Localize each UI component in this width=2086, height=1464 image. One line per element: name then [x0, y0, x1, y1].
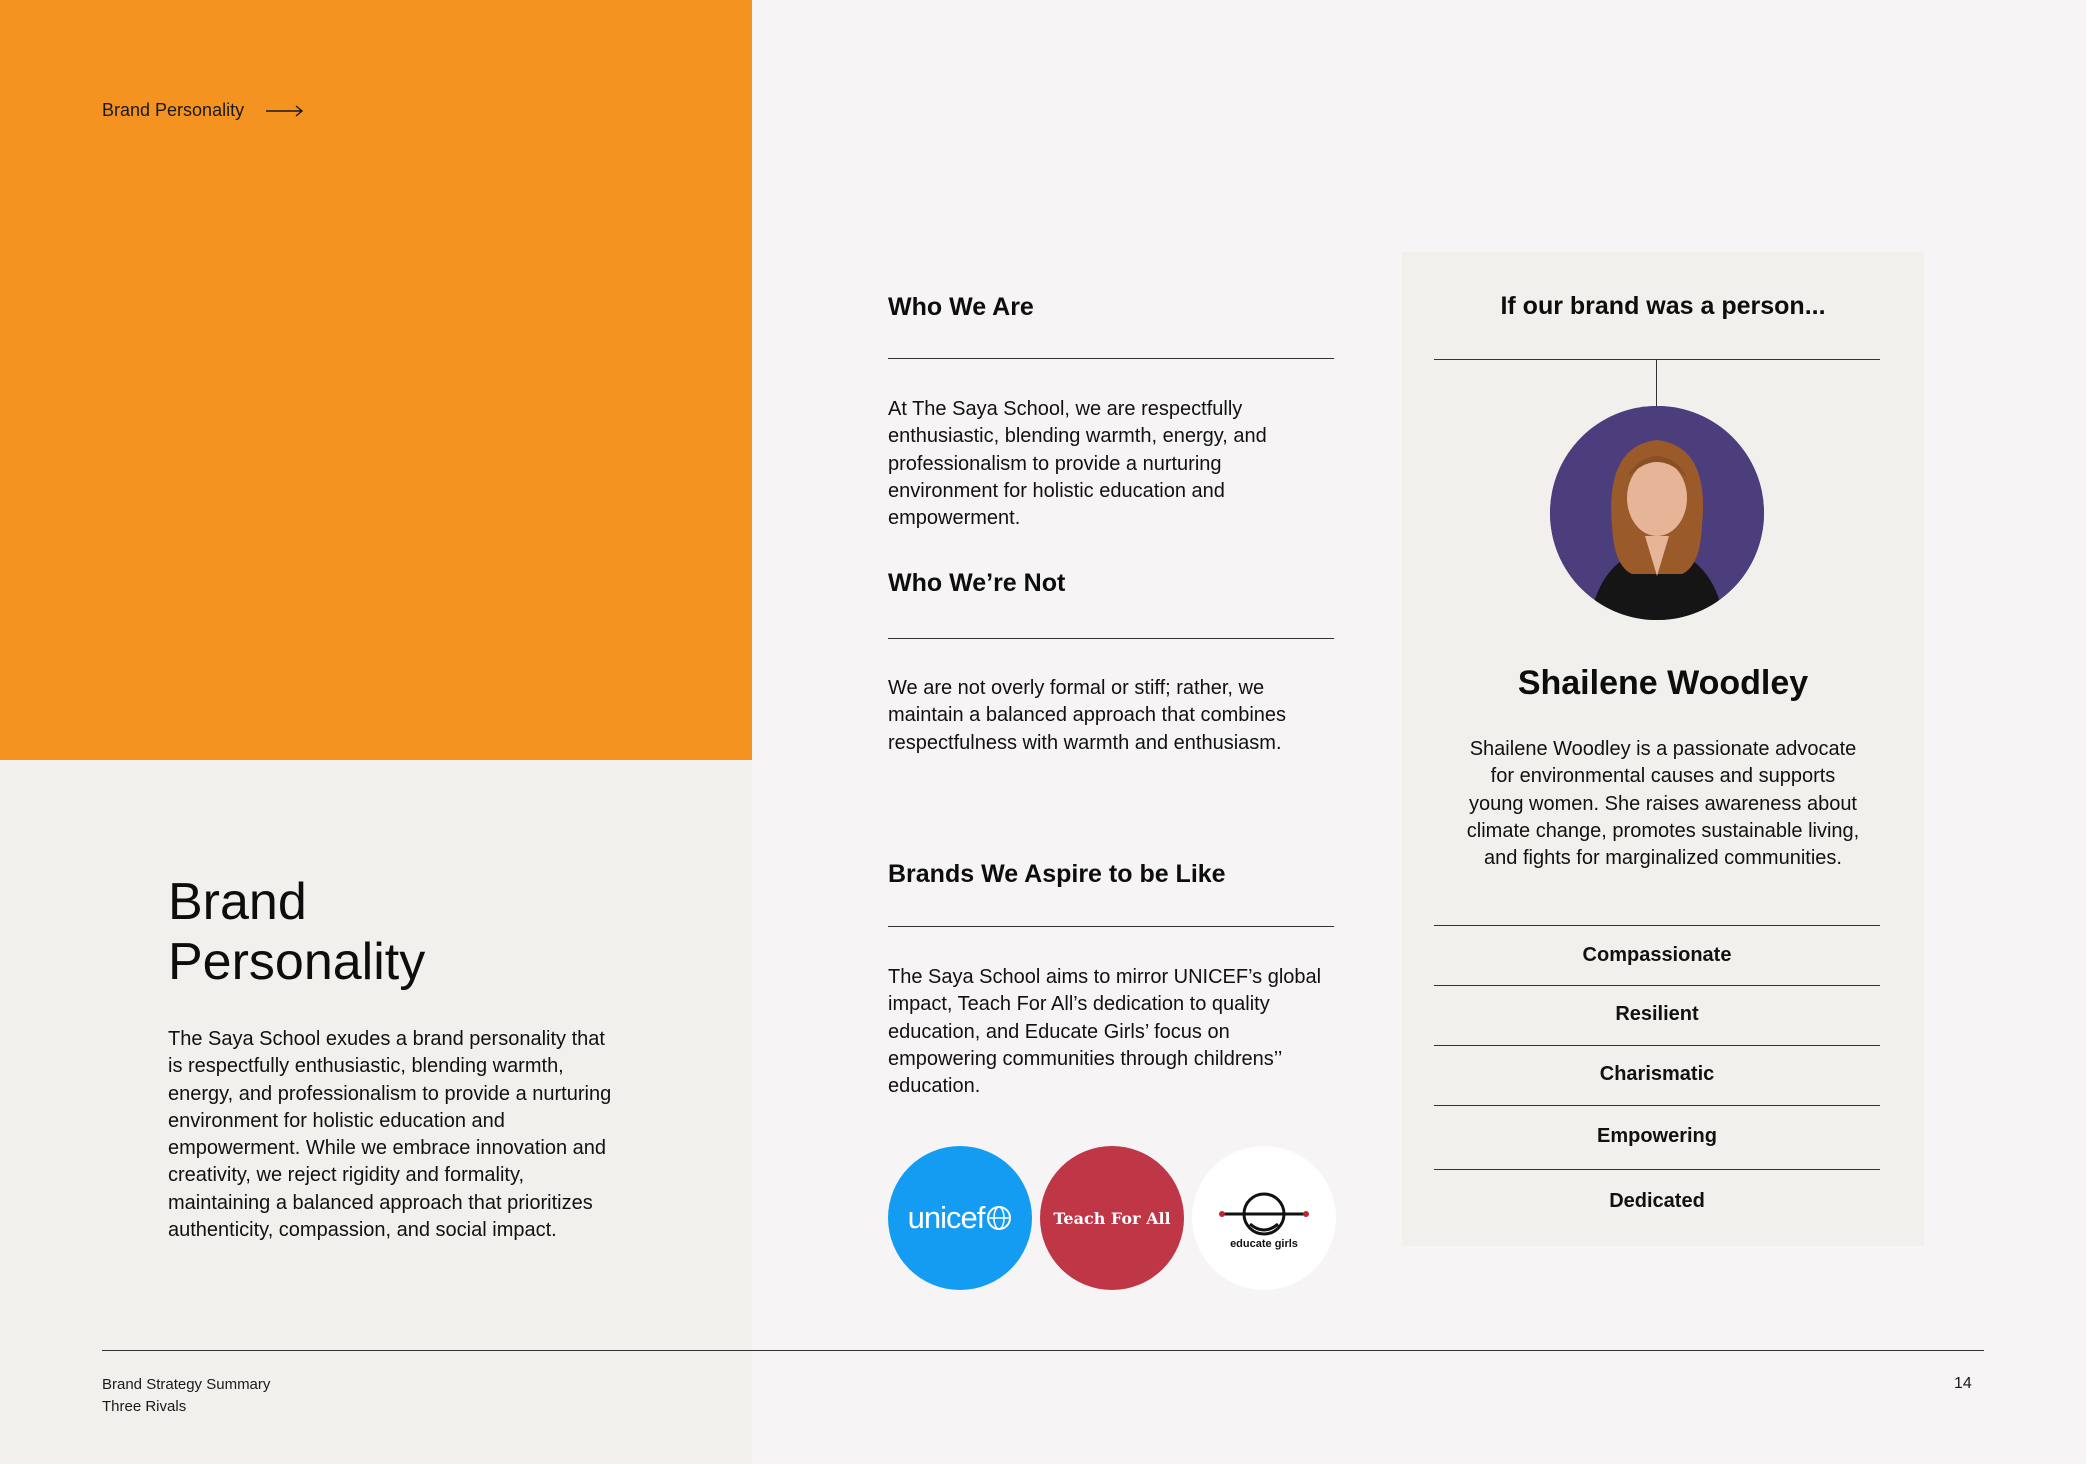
trait-item: Resilient — [1615, 1003, 1699, 1025]
breadcrumb-label: Brand Personality — [102, 100, 245, 120]
page-number: 14 — [1954, 1375, 1972, 1392]
who-we-are-text: At The Saya School, we are respectfully enthusiastic, blending warmth, energy, and professionalism to provide a nurturing environment for holistic education and empowerment. — [888, 398, 1267, 530]
educate-girls-mark-icon — [1216, 1186, 1312, 1246]
aspire-logos — [888, 1146, 1336, 1290]
who-we-are-not-heading: Who We’re Not — [888, 569, 1066, 597]
connector-line — [1656, 359, 1657, 407]
divider — [888, 638, 1334, 639]
teach-for-all-logo-text: Teach For All — [1053, 1208, 1171, 1228]
divider — [888, 926, 1334, 927]
aspire-text: The Saya School aims to mirror UNICEF’s global impact, Teach For All’s dedication to quality education, and Educate Girls’ focus on empowering communities through childrens’’ education. — [888, 966, 1322, 1098]
trait-item: Charismatic — [1599, 1063, 1715, 1085]
person-bio: Shailene Woodley is a passionate advocate for environmental causes and supports young women. She raises awareness about climate change, promotes sustainable living, and fights for marginalized communities. — [1466, 738, 1860, 870]
footer-client: Three Rivals — [102, 1398, 187, 1415]
teach-for-all-logo[interactable] — [1040, 1146, 1184, 1290]
intro-paragraph: The Saya School exudes a brand personality that is respectfully enthusiastic, blending warmth, energy, and professionalism to provide a nurturing environment for holistic education and empowerment. While we embrace innovation and creativity, we reject rigidity and formality, maintaining a balanced approach that prioritizes authenticity, compassion, and social impact. — [168, 1028, 612, 1242]
educate-girls-logo-text: educate girls — [1230, 1238, 1298, 1250]
divider — [1434, 1045, 1880, 1046]
educate-girls-logo[interactable] — [1192, 1146, 1336, 1290]
globe-icon — [986, 1205, 1012, 1231]
footer-info — [102, 1374, 270, 1418]
avatar — [1550, 406, 1764, 620]
unicef-logo[interactable] — [888, 1146, 1032, 1290]
divider — [888, 358, 1334, 359]
divider — [1434, 1169, 1880, 1170]
arrow-right-icon — [266, 104, 304, 118]
brand-person-card — [1402, 252, 1924, 1246]
card-heading: If our brand was a person... — [1500, 292, 1826, 320]
trait-item: Dedicated — [1609, 1190, 1705, 1212]
divider — [1434, 1105, 1880, 1106]
aspire-heading: Brands We Aspire to be Like — [888, 860, 1226, 888]
unicef-logo-text: unicef — [907, 1200, 985, 1235]
page-title: Brand Personality — [168, 873, 426, 991]
divider — [1434, 985, 1880, 986]
portrait-image — [1550, 406, 1764, 620]
divider — [1434, 359, 1880, 360]
trait-item: Empowering — [1596, 1125, 1717, 1147]
who-we-are-not-text: We are not overly formal or stiff; rather, we maintain a balanced approach that combines respectfulness with warmth and enthusiasm. — [888, 677, 1287, 754]
person-name: Shailene Woodley — [1517, 664, 1809, 702]
footer-doc-title: Brand Strategy Summary — [102, 1376, 271, 1393]
footer-divider — [102, 1350, 1984, 1351]
trait-item: Compassionate — [1582, 944, 1732, 966]
breadcrumb[interactable] — [102, 100, 304, 121]
divider — [1434, 925, 1880, 926]
who-we-are-heading: Who We Are — [888, 293, 1034, 321]
